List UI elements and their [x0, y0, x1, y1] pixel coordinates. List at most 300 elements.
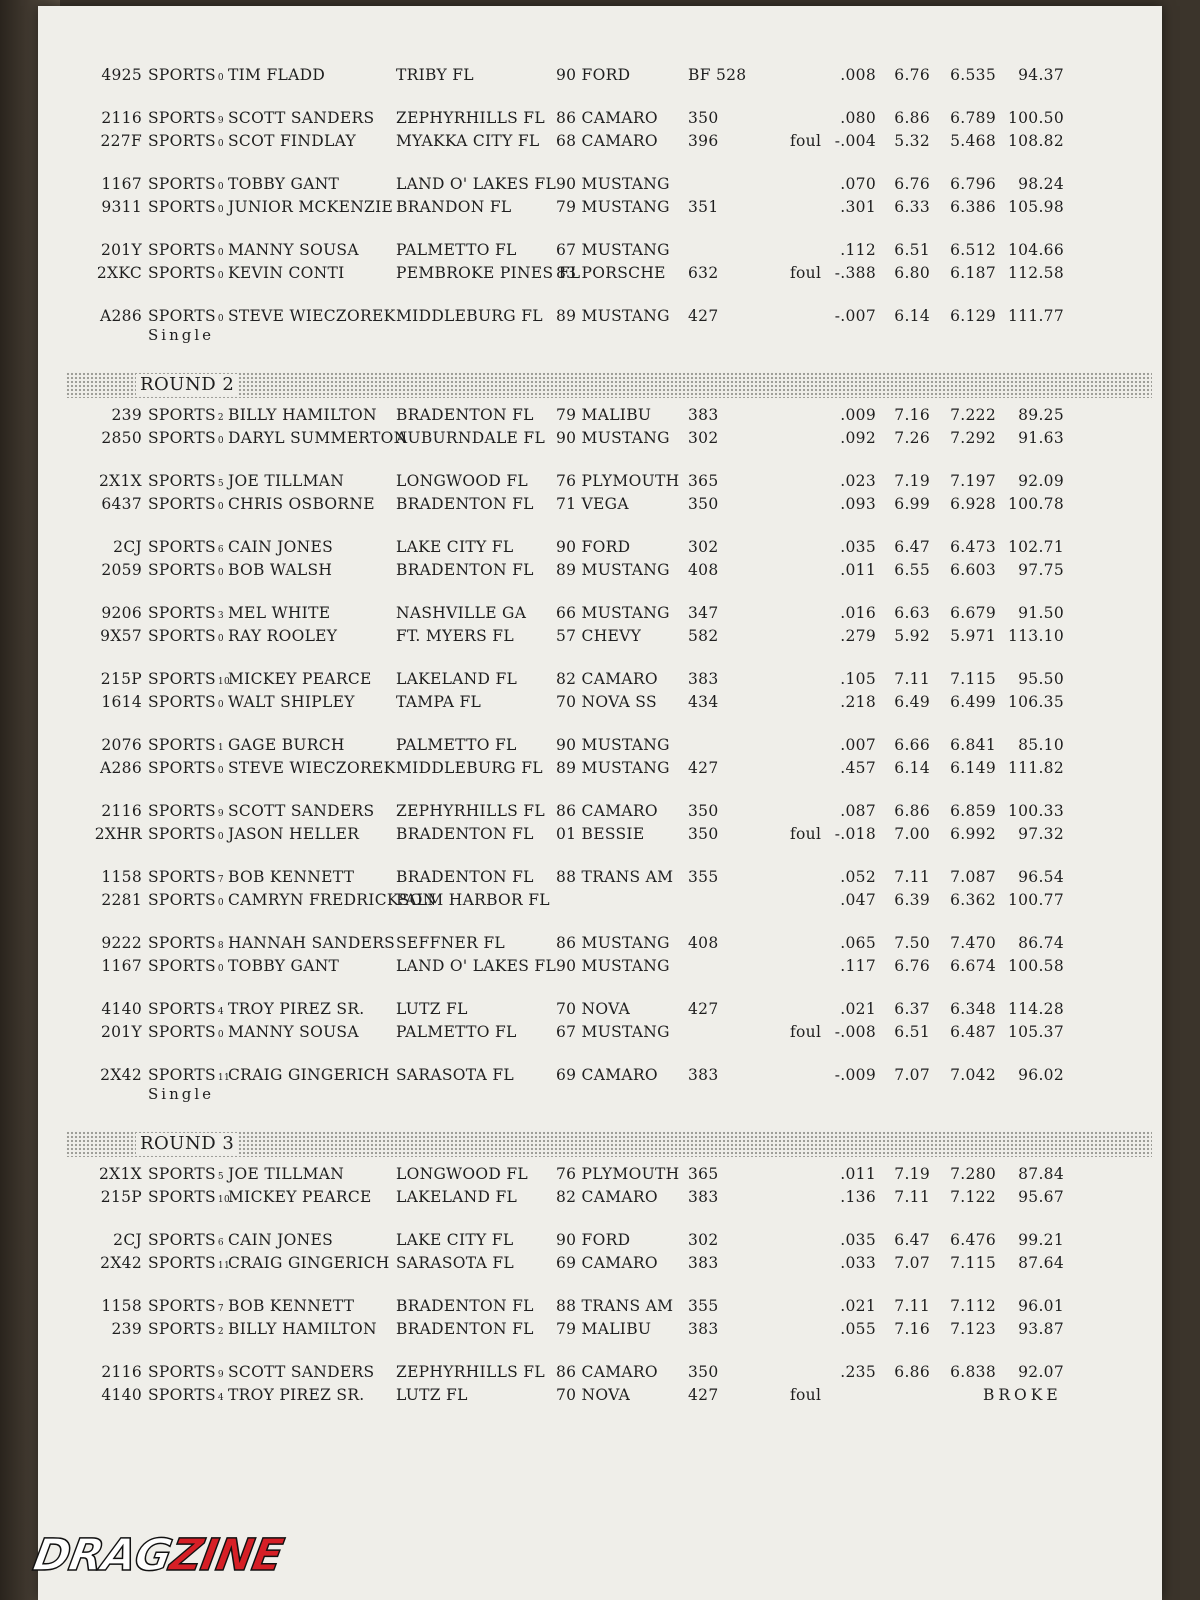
engine-size: 302 — [688, 1231, 719, 1249]
speed-mph: 100.78 — [1007, 495, 1064, 513]
class-name: SPORTS — [148, 1000, 216, 1018]
reaction-time: -.007 — [834, 307, 876, 325]
class-label — [148, 891, 224, 909]
table-row — [38, 1000, 1162, 1023]
table-row — [38, 1320, 1162, 1343]
engine-size: 355 — [688, 868, 719, 886]
car-number: 2076 — [101, 736, 142, 754]
speed-mph: 95.50 — [1018, 670, 1064, 688]
driver-name: CAMRYN FREDRICKSON — [228, 891, 437, 909]
pairing — [38, 241, 1162, 287]
table-row — [38, 561, 1162, 584]
class-name: SPORTS — [148, 1320, 216, 1338]
table-row — [38, 802, 1162, 825]
class-index: 0 — [217, 634, 224, 644]
class-label — [148, 495, 224, 513]
hometown: BRADENTON FL — [396, 406, 534, 424]
car-model: 83 PORSCHE — [556, 264, 666, 282]
hometown: AUBURNDALE FL — [396, 429, 546, 447]
reaction-time: .117 — [840, 957, 876, 975]
class-index: 0 — [217, 314, 224, 324]
speed-mph: 98.24 — [1018, 175, 1064, 193]
elapsed-time: 6.99 — [894, 495, 930, 513]
car-number: 4925 — [101, 66, 142, 84]
car-model: 76 PLYMOUTH — [556, 1165, 680, 1183]
speed-mph: 89.25 — [1018, 406, 1064, 424]
speed-mph: 96.54 — [1018, 868, 1064, 886]
dial-in: 7.123 — [950, 1320, 996, 1338]
class-index: 7 — [217, 875, 224, 885]
elapsed-time: 6.80 — [894, 264, 930, 282]
pairing — [38, 307, 1162, 352]
elapsed-time: 6.14 — [894, 307, 930, 325]
car-number: 2X1X — [99, 1165, 142, 1183]
car-model: 86 CAMARO — [556, 802, 658, 820]
class-label — [148, 241, 224, 259]
driver-name: JUNIOR MCKENZIE — [228, 198, 394, 216]
driver-name: CAIN JONES — [228, 538, 334, 556]
speed-mph: 97.75 — [1018, 561, 1064, 579]
hometown: SARASOTA FL — [396, 1254, 514, 1272]
table-row — [38, 241, 1162, 264]
driver-name: SCOT FINDLAY — [228, 132, 357, 150]
car-model: 86 CAMARO — [556, 1363, 658, 1381]
speed-mph: 91.63 — [1018, 429, 1064, 447]
car-model: 70 NOVA SS — [556, 693, 657, 711]
reaction-time: -.004 — [834, 132, 876, 150]
class-label — [148, 957, 224, 975]
table-row — [38, 1165, 1162, 1188]
class-name: SPORTS — [148, 66, 216, 84]
driver-name: MICKEY PEARCE — [228, 670, 372, 688]
single-run-note — [38, 1085, 1162, 1111]
driver-name: GAGE BURCH — [228, 736, 345, 754]
hometown: NASHVILLE GA — [396, 604, 527, 622]
elapsed-time: 6.37 — [894, 1000, 930, 1018]
elapsed-time: 6.66 — [894, 736, 930, 754]
driver-name: TROY PIREZ SR. — [228, 1000, 365, 1018]
class-index: 0 — [217, 1030, 224, 1040]
speed-mph: 97.32 — [1018, 825, 1064, 843]
engine-size: 434 — [688, 693, 719, 711]
class-index: 0 — [217, 502, 224, 512]
car-number: 1158 — [101, 1297, 142, 1315]
speed-mph: 91.50 — [1018, 604, 1064, 622]
class-label — [148, 307, 224, 325]
pairing — [38, 604, 1162, 650]
pairing — [38, 538, 1162, 584]
engine-size: 350 — [688, 825, 719, 843]
car-number: 9X57 — [100, 627, 142, 645]
class-name: SPORTS — [148, 957, 216, 975]
class-name: SPORTS — [148, 1386, 216, 1404]
class-index: 4 — [217, 1007, 224, 1017]
car-number: 2850 — [101, 429, 142, 447]
hometown: TRIBY FL — [396, 66, 474, 84]
car-number: 4140 — [101, 1386, 142, 1404]
car-model: 69 CAMARO — [556, 1254, 658, 1272]
dial-in: 7.222 — [950, 406, 996, 424]
elapsed-time: 6.86 — [894, 1363, 930, 1381]
class-label — [148, 1023, 224, 1041]
class-index: 0 — [217, 205, 224, 215]
car-number: 215P — [100, 1188, 142, 1206]
hometown: BRADENTON FL — [396, 1297, 534, 1315]
car-model: 67 MUSTANG — [556, 1023, 670, 1041]
reaction-time: .035 — [840, 1231, 876, 1249]
engine-size: 427 — [688, 307, 719, 325]
table-row — [38, 604, 1162, 627]
pairing — [38, 736, 1162, 782]
class-label — [148, 627, 224, 645]
elapsed-time: 6.63 — [894, 604, 930, 622]
driver-name: MANNY SOUSA — [228, 241, 359, 259]
dial-in: 6.512 — [950, 241, 996, 259]
hometown: SARASOTA FL — [396, 1066, 514, 1084]
hometown: ZEPHYRHILLS FL — [396, 802, 545, 820]
class-name: SPORTS — [148, 802, 216, 820]
hometown: BRANDON FL — [396, 198, 512, 216]
reaction-time: -.388 — [834, 264, 876, 282]
table-row — [38, 175, 1162, 198]
elapsed-time: 6.51 — [894, 1023, 930, 1041]
car-model: 88 TRANS AM — [556, 868, 674, 886]
table-row — [38, 891, 1162, 914]
class-name: SPORTS — [148, 561, 216, 579]
dial-in: 6.473 — [950, 538, 996, 556]
class-label — [148, 1000, 224, 1018]
dial-in: 6.187 — [950, 264, 996, 282]
car-model: 90 MUSTANG — [556, 957, 670, 975]
elapsed-time: 7.07 — [894, 1066, 930, 1084]
reaction-time: .023 — [840, 472, 876, 490]
car-number: 2X42 — [100, 1066, 142, 1084]
pairing — [38, 802, 1162, 848]
dial-in: 6.859 — [950, 802, 996, 820]
elapsed-time: 7.19 — [894, 472, 930, 490]
dial-in: 6.535 — [950, 66, 996, 84]
speed-mph: 87.64 — [1018, 1254, 1064, 1272]
elapsed-time: 6.76 — [894, 957, 930, 975]
speed-mph: 92.07 — [1018, 1363, 1064, 1381]
car-model: 67 MUSTANG — [556, 241, 670, 259]
class-index: 11 — [217, 1261, 230, 1271]
hometown: LAKELAND FL — [396, 670, 518, 688]
class-label — [148, 759, 224, 777]
hometown: PALMETTO FL — [396, 1023, 517, 1041]
engine-size: 302 — [688, 429, 719, 447]
class-name: SPORTS — [148, 472, 216, 490]
class-label — [148, 604, 224, 622]
speed-mph: 85.10 — [1018, 736, 1064, 754]
pairing — [38, 1297, 1162, 1343]
pairing — [38, 66, 1162, 89]
class-label — [148, 825, 224, 843]
class-index: 8 — [217, 941, 224, 951]
reaction-time: .301 — [840, 198, 876, 216]
reaction-time: .021 — [840, 1000, 876, 1018]
reaction-time: .016 — [840, 604, 876, 622]
class-name: SPORTS — [148, 627, 216, 645]
speed-mph: 93.87 — [1018, 1320, 1064, 1338]
foul-flag: foul — [790, 825, 822, 843]
engine-size: 408 — [688, 934, 719, 952]
car-number: 2CJ — [113, 1231, 142, 1249]
reaction-time: .092 — [840, 429, 876, 447]
class-index: 0 — [217, 436, 224, 446]
driver-name: DARYL SUMMERTON — [228, 429, 408, 447]
driver-name: BILLY HAMILTON — [228, 406, 377, 424]
class-label — [148, 1320, 224, 1338]
table-row — [38, 693, 1162, 716]
reaction-time: .035 — [840, 538, 876, 556]
class-label — [148, 736, 224, 754]
engine-size: 383 — [688, 1320, 719, 1338]
class-name: SPORTS — [148, 693, 216, 711]
driver-name: BOB KENNETT — [228, 868, 355, 886]
speed-mph: 95.67 — [1018, 1188, 1064, 1206]
single-run-note — [38, 326, 1162, 352]
table-row — [38, 495, 1162, 518]
class-name: SPORTS — [148, 132, 216, 150]
driver-name: CRAIG GINGERICH — [228, 1066, 390, 1084]
hometown: LONGWOOD FL — [396, 1165, 528, 1183]
speed-mph: 100.33 — [1007, 802, 1064, 820]
hometown: PEMBROKE PINES FL — [396, 264, 581, 282]
car-model: 57 CHEVY — [556, 627, 642, 645]
engine-size: 383 — [688, 1188, 719, 1206]
engine-size: 632 — [688, 264, 719, 282]
car-model: 86 CAMARO — [556, 109, 658, 127]
car-number: A286 — [100, 759, 142, 777]
hometown: FT. MYERS FL — [396, 627, 514, 645]
class-index: 0 — [217, 700, 224, 710]
driver-name: BILLY HAMILTON — [228, 1320, 377, 1338]
engine-size: 427 — [688, 759, 719, 777]
hometown: BRADENTON FL — [396, 868, 534, 886]
hometown: BRADENTON FL — [396, 825, 534, 843]
class-label — [148, 868, 224, 886]
speed-mph: 113.10 — [1007, 627, 1064, 645]
engine-size: 302 — [688, 538, 719, 556]
car-number: 215P — [100, 670, 142, 688]
speed-mph: 100.77 — [1007, 891, 1064, 909]
speed-mph: 100.58 — [1007, 957, 1064, 975]
foul-flag: foul — [790, 264, 822, 282]
driver-name: SCOTT SANDERS — [228, 802, 375, 820]
car-number: 1614 — [101, 693, 142, 711]
hometown: PALMETTO FL — [396, 736, 517, 754]
class-index: 0 — [217, 766, 224, 776]
engine-size: 351 — [688, 198, 719, 216]
speed-mph: 96.02 — [1018, 1066, 1064, 1084]
reaction-time: -.018 — [834, 825, 876, 843]
class-index: 7 — [217, 1304, 224, 1314]
dial-in: 6.149 — [950, 759, 996, 777]
elapsed-time: 6.76 — [894, 66, 930, 84]
class-name: SPORTS — [148, 495, 216, 513]
car-model: 70 NOVA — [556, 1000, 631, 1018]
class-name: SPORTS — [148, 1231, 216, 1249]
dial-in: 6.487 — [950, 1023, 996, 1041]
reaction-time: .112 — [840, 241, 876, 259]
class-label — [148, 538, 224, 556]
class-label — [148, 1165, 224, 1183]
pairing — [38, 1231, 1162, 1277]
car-number: 2CJ — [113, 538, 142, 556]
class-index: 0 — [217, 271, 224, 281]
car-number: A286 — [100, 307, 142, 325]
reaction-time: .011 — [840, 561, 876, 579]
class-label — [148, 1231, 224, 1249]
driver-name: JOE TILLMAN — [228, 1165, 345, 1183]
round-title: ROUND 3 — [136, 1133, 238, 1154]
class-name: SPORTS — [148, 891, 216, 909]
elapsed-time: 7.07 — [894, 1254, 930, 1272]
dial-in: 6.348 — [950, 1000, 996, 1018]
class-index: 0 — [217, 73, 224, 83]
dial-in: 5.971 — [950, 627, 996, 645]
class-name: SPORTS — [148, 1297, 216, 1315]
reaction-time: .080 — [840, 109, 876, 127]
class-label — [148, 1297, 224, 1315]
dial-in: 7.115 — [950, 1254, 996, 1272]
dial-in: 6.603 — [950, 561, 996, 579]
driver-name: MICKEY PEARCE — [228, 1188, 372, 1206]
speed-mph: 102.71 — [1007, 538, 1064, 556]
car-model: 90 FORD — [556, 538, 631, 556]
elapsed-time: 6.86 — [894, 109, 930, 127]
speed-mph: 106.35 — [1007, 693, 1064, 711]
driver-name: CRAIG GINGERICH — [228, 1254, 390, 1272]
class-label — [148, 132, 224, 150]
car-number: 227F — [100, 132, 142, 150]
car-model: 79 MALIBU — [556, 1320, 652, 1338]
class-name: SPORTS — [148, 670, 216, 688]
hometown: PALM HARBOR FL — [396, 891, 550, 909]
car-number: 1158 — [101, 868, 142, 886]
reaction-time: .218 — [840, 693, 876, 711]
reaction-time: .009 — [840, 406, 876, 424]
class-name: SPORTS — [148, 307, 216, 325]
class-label — [148, 693, 224, 711]
driver-name: RAY ROOLEY — [228, 627, 338, 645]
class-label — [148, 1386, 224, 1404]
class-label — [148, 1066, 230, 1084]
foul-flag: foul — [790, 1023, 822, 1041]
round-heading — [66, 372, 1152, 398]
class-name: SPORTS — [148, 604, 216, 622]
foul-flag: foul — [790, 1386, 822, 1404]
dial-in: 6.129 — [950, 307, 996, 325]
driver-name: MEL WHITE — [228, 604, 331, 622]
elapsed-time: 7.00 — [894, 825, 930, 843]
car-model: 89 MUSTANG — [556, 561, 670, 579]
hometown: LAKE CITY FL — [396, 538, 514, 556]
dial-in: 6.674 — [950, 957, 996, 975]
car-model: 01 BESSIE — [556, 825, 645, 843]
table-row — [38, 825, 1162, 848]
elapsed-time: 6.55 — [894, 561, 930, 579]
engine-size: 365 — [688, 1165, 719, 1183]
dial-in: 6.796 — [950, 175, 996, 193]
engine-size: 408 — [688, 561, 719, 579]
single-label: Single — [148, 326, 215, 344]
table-row — [38, 1363, 1162, 1386]
car-number: 239 — [111, 406, 142, 424]
elapsed-time: 6.33 — [894, 198, 930, 216]
class-label — [148, 109, 224, 127]
car-model: 79 MALIBU — [556, 406, 652, 424]
class-label — [148, 1188, 230, 1206]
dial-in: 7.280 — [950, 1165, 996, 1183]
class-name: SPORTS — [148, 736, 216, 754]
reaction-time: .011 — [840, 1165, 876, 1183]
car-number: 2116 — [101, 802, 142, 820]
driver-name: TROY PIREZ SR. — [228, 1386, 365, 1404]
dragzine-logo — [30, 1530, 287, 1581]
elapsed-time: 7.19 — [894, 1165, 930, 1183]
driver-name: MANNY SOUSA — [228, 1023, 359, 1041]
class-label — [148, 175, 224, 193]
driver-name: CHRIS OSBORNE — [228, 495, 375, 513]
table-row — [38, 264, 1162, 287]
car-number: 2X42 — [100, 1254, 142, 1272]
class-index: 10 — [217, 1195, 230, 1205]
driver-name: STEVE WIECZOREK — [228, 307, 396, 325]
dial-in: 7.112 — [950, 1297, 996, 1315]
elapsed-time: 6.76 — [894, 175, 930, 193]
class-index: 9 — [217, 809, 224, 819]
reaction-time: .065 — [840, 934, 876, 952]
class-index: 1 — [217, 743, 224, 753]
speed-mph: 96.01 — [1018, 1297, 1064, 1315]
hometown: ZEPHYRHILLS FL — [396, 1363, 545, 1381]
round-section — [38, 66, 1162, 352]
reaction-time: .047 — [840, 891, 876, 909]
driver-name: STEVE WIECZOREK — [228, 759, 396, 777]
driver-name: HANNAH SANDERS — [228, 934, 396, 952]
hometown: BRADENTON FL — [396, 495, 534, 513]
elapsed-time: 7.16 — [894, 406, 930, 424]
car-number: 201Y — [100, 241, 142, 259]
table-row — [38, 66, 1162, 89]
dial-in: 6.841 — [950, 736, 996, 754]
speed-mph: 105.98 — [1007, 198, 1064, 216]
car-number: 2059 — [101, 561, 142, 579]
speed-mph: 99.21 — [1018, 1231, 1064, 1249]
logo-text-zine: ZINE — [166, 1530, 287, 1581]
reaction-time: .007 — [840, 736, 876, 754]
logo-text-drag: DRAG — [29, 1530, 176, 1581]
class-label — [148, 264, 224, 282]
pairing — [38, 934, 1162, 980]
table-row — [38, 538, 1162, 561]
class-index: 6 — [217, 545, 224, 555]
class-index: 0 — [217, 832, 224, 842]
pairing — [38, 1165, 1162, 1211]
speed-mph: 100.50 — [1007, 109, 1064, 127]
elapsed-time: 7.11 — [894, 670, 930, 688]
car-number: 4140 — [101, 1000, 142, 1018]
elapsed-time: 7.11 — [894, 1297, 930, 1315]
car-number: 6437 — [101, 495, 142, 513]
driver-name: JOE TILLMAN — [228, 472, 345, 490]
reaction-time: .055 — [840, 1320, 876, 1338]
engine-size: 396 — [688, 132, 719, 150]
pairing — [38, 1000, 1162, 1046]
table-row — [38, 1297, 1162, 1320]
